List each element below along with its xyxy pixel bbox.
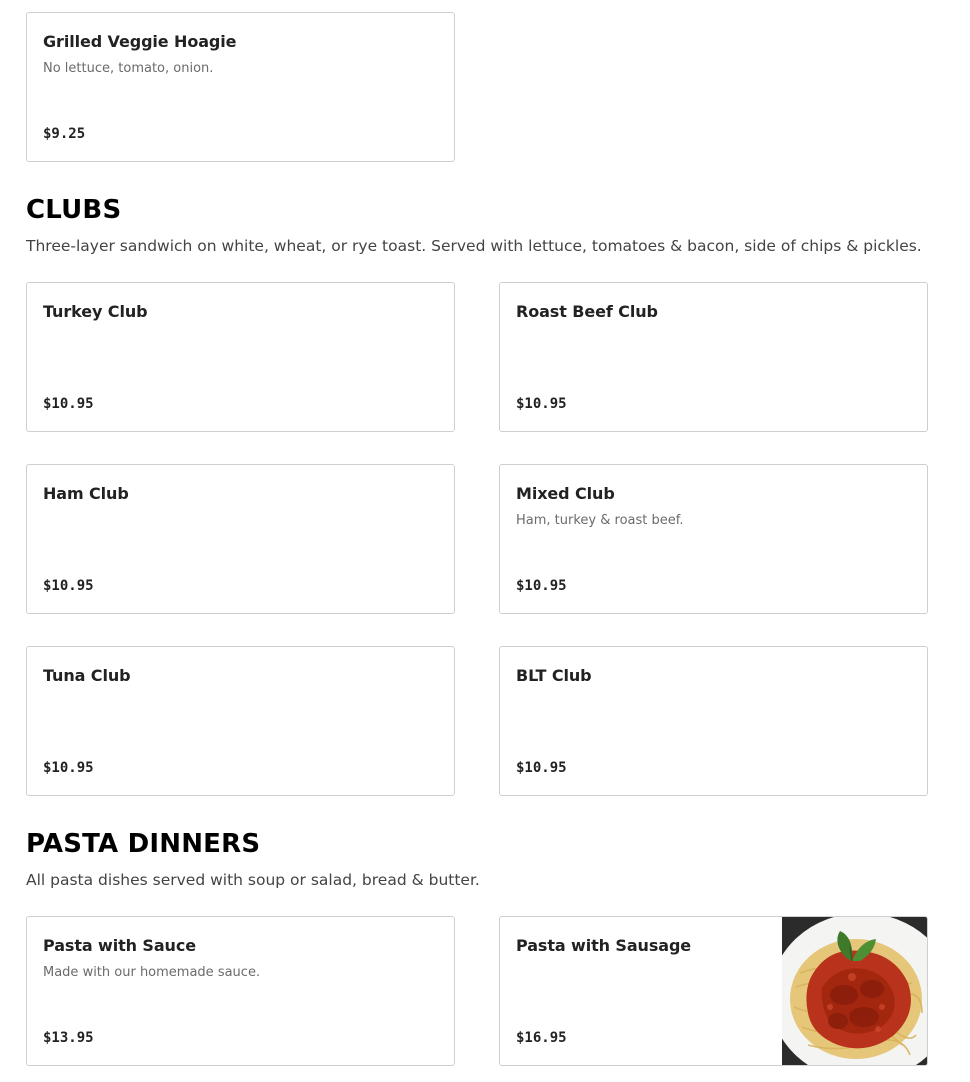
item-price: $13.95 (43, 1030, 94, 1046)
item-name: Roast Beef Club (516, 302, 658, 321)
pasta-plate-image (782, 917, 927, 1065)
item-name: Ham Club (43, 484, 129, 503)
item-name: Pasta with Sausage (516, 936, 692, 955)
item-description: Ham, turkey & roast beef. (516, 513, 684, 528)
item-price: $10.95 (43, 396, 94, 412)
pasta-with-sausage-photo (782, 917, 927, 1065)
menu-item-grilled-veggie-hoagie[interactable] (26, 12, 455, 162)
menu-item-ham-club[interactable] (26, 464, 455, 614)
item-price: $10.95 (43, 578, 94, 594)
item-description: No lettuce, tomato, onion. (43, 61, 214, 76)
item-price: $10.95 (43, 760, 94, 776)
section-description-pasta-dinners: All pasta dishes served with soup or salad, bread & butter. (26, 871, 480, 889)
section-description-clubs: Three-layer sandwich on white, wheat, or rye toast. Served with lettuce, tomatoes & bacon, side of chips & pickles. (26, 237, 922, 255)
item-description: Made with our homemade sauce. (43, 965, 261, 980)
menu-item-tuna-club[interactable] (26, 646, 455, 796)
item-name: BLT Club (516, 666, 592, 685)
item-name: Grilled Veggie Hoagie (43, 32, 237, 51)
item-name: Mixed Club (516, 484, 615, 503)
item-price: $16.95 (516, 1030, 567, 1046)
menu-item-mixed-club[interactable] (499, 464, 928, 614)
menu-item-turkey-club[interactable] (26, 282, 455, 432)
menu-item-roast-beef-club[interactable] (499, 282, 928, 432)
item-price: $10.95 (516, 578, 567, 594)
item-name: Turkey Club (43, 302, 148, 321)
item-price: $10.95 (516, 396, 567, 412)
item-price: $9.25 (43, 126, 86, 142)
menu-item-blt-club[interactable] (499, 646, 928, 796)
menu-item-pasta-with-sauce[interactable] (26, 916, 455, 1066)
section-title-pasta-dinners: PASTA DINNERS (26, 829, 261, 859)
section-title-clubs: CLUBS (26, 195, 122, 225)
item-name: Tuna Club (43, 666, 131, 685)
item-price: $10.95 (516, 760, 567, 776)
item-name: Pasta with Sauce (43, 936, 196, 955)
menu-item-pasta-with-sausage[interactable] (499, 916, 928, 1066)
